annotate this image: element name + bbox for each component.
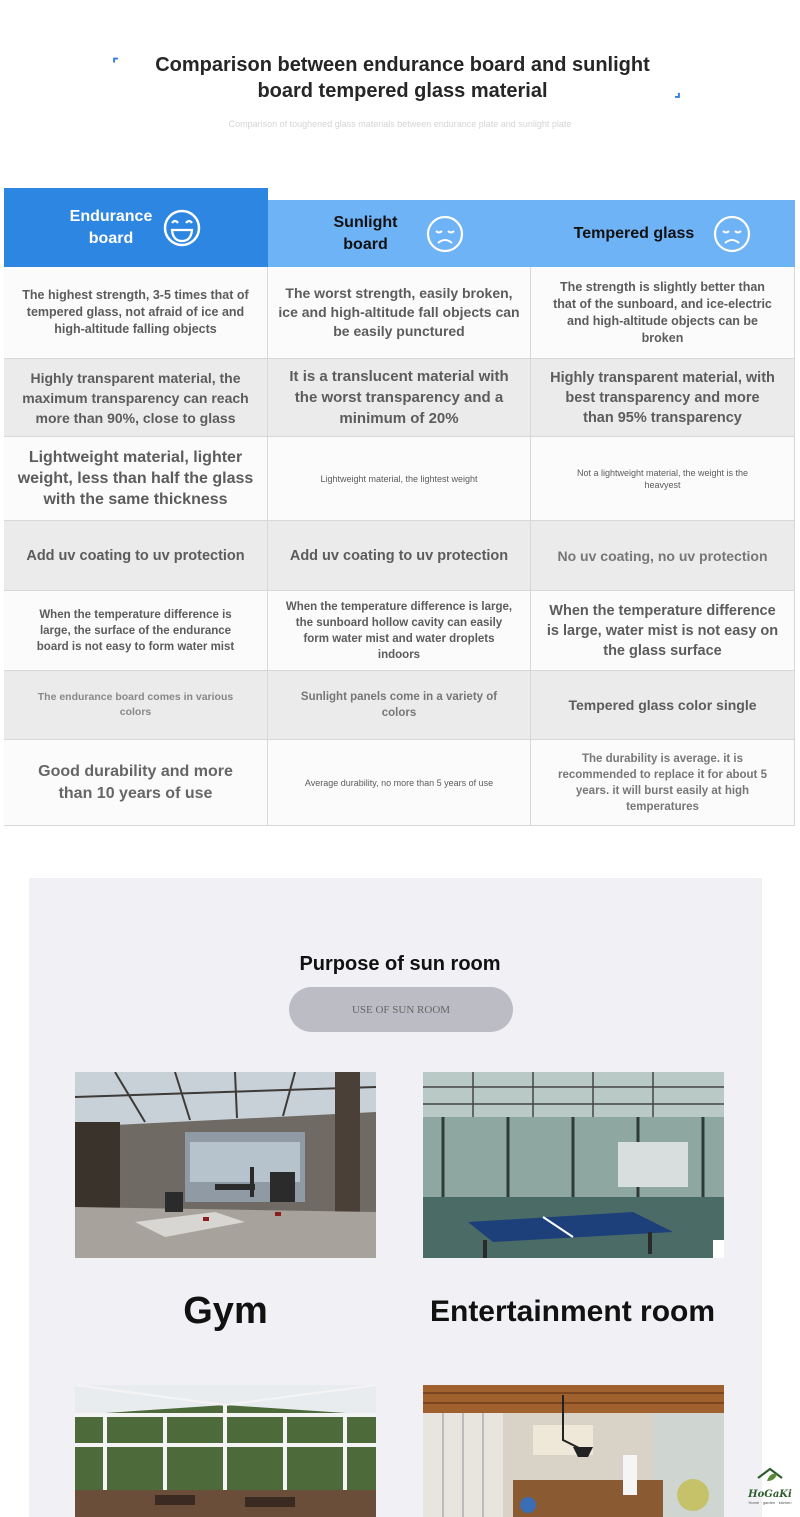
table-cell: Lightweight material, the lightest weight [268,437,531,521]
page-title-line2: board tempered glass material [257,80,548,102]
table-cell: Lightweight material, lighter weight, less than half the glass with the same thickness [4,437,268,521]
table-cell: Add uv coating to uv protection [268,521,531,591]
logo-tagline: Home · garden · kitchen [748,1500,792,1505]
table-cell: When the temperature difference is large, the surface of the endurance board is not easy to form water mist [4,591,268,671]
page-title-line1: Comparison between endurance board and sunlight [155,54,650,76]
table-cell: Not a lightweight material, the weight is the heavyest [531,437,795,521]
column-header-label: Sunlight [333,213,398,231]
table-cell: Average durability, no more than 5 years of use [268,740,531,826]
table-cell: No uv coating, no uv protection [531,521,795,591]
column-header-tempered [531,200,795,267]
table-cell: When the temperature difference is large, the sunboard hollow cavity can easily form water mist and water droplets indoors [268,591,531,671]
table-cell: Add uv coating to uv protection [4,521,268,591]
gym-caption: Gym [183,1290,268,1332]
column-header-label: Endurance [69,207,153,225]
sunroom-office-photo [423,1385,724,1517]
column-header-label: Tempered glass [573,224,695,242]
page-subtitle: Comparison of toughened glass materials between endurance plate and sunlight plate [228,119,572,129]
sun-room-title: Purpose of sun room [299,953,501,975]
happy-face-icon [162,208,202,248]
column-header-label: board [343,235,388,253]
sad-face-icon [712,214,752,254]
column-header-sunlight [268,200,531,267]
sad-face-icon [425,214,465,254]
column-header-endurance [4,188,268,267]
table-cell: The worst strength, easily broken, ice and high-altitude fall objects can be easily punctured [268,267,531,359]
logo-brand: HoGaKi [748,1489,792,1500]
column-header-label: board [88,229,134,247]
title-bracket-right: ⌟ [674,83,682,100]
page-title [130,52,675,104]
sunroom-garden-photo [75,1385,376,1517]
gym-photo [75,1072,376,1258]
table-cell: Highly transparent material, with best transparency and more than 95% transparency [531,359,795,437]
table-cell: Sunlight panels come in a variety of colors [268,671,531,740]
sun-room-subtitle-pill [289,987,513,1032]
table-cell: Highly transparent material, the maximum transparency can reach more than 90%, close to glass [4,359,268,437]
hogaki-logo [742,1466,798,1505]
table-cell: The durability is average. it is recommended to replace it for about 5 years. it will burst easily at high temperatures [531,740,795,826]
table-cell: Tempered glass color single [531,671,795,740]
entertainment-room-caption: Entertainment room [429,1295,716,1328]
table-cell: When the temperature difference is large, water mist is not easy on the glass surface [531,591,795,671]
table-cell: It is a translucent material with the worst transparency and a minimum of 20% [268,359,531,437]
table-cell: The endurance board comes in various colors [4,671,268,740]
table-cell: The strength is slightly better than that of the sunboard, and ice-electric and high-altitude objects can be broken [531,267,795,359]
sun-room-subtitle: USE OF SUN ROOM [351,1003,451,1016]
comparison-table [4,188,795,826]
title-bracket-left: ⌜ [112,56,120,73]
entertainment-room-photo [423,1072,724,1258]
table-cell: The highest strength, 3-5 times that of tempered glass, not afraid of ice and high-altitude falling objects [4,267,268,359]
house-leaf-icon [755,1466,785,1484]
table-cell: Good durability and more than 10 years of use [4,740,268,826]
